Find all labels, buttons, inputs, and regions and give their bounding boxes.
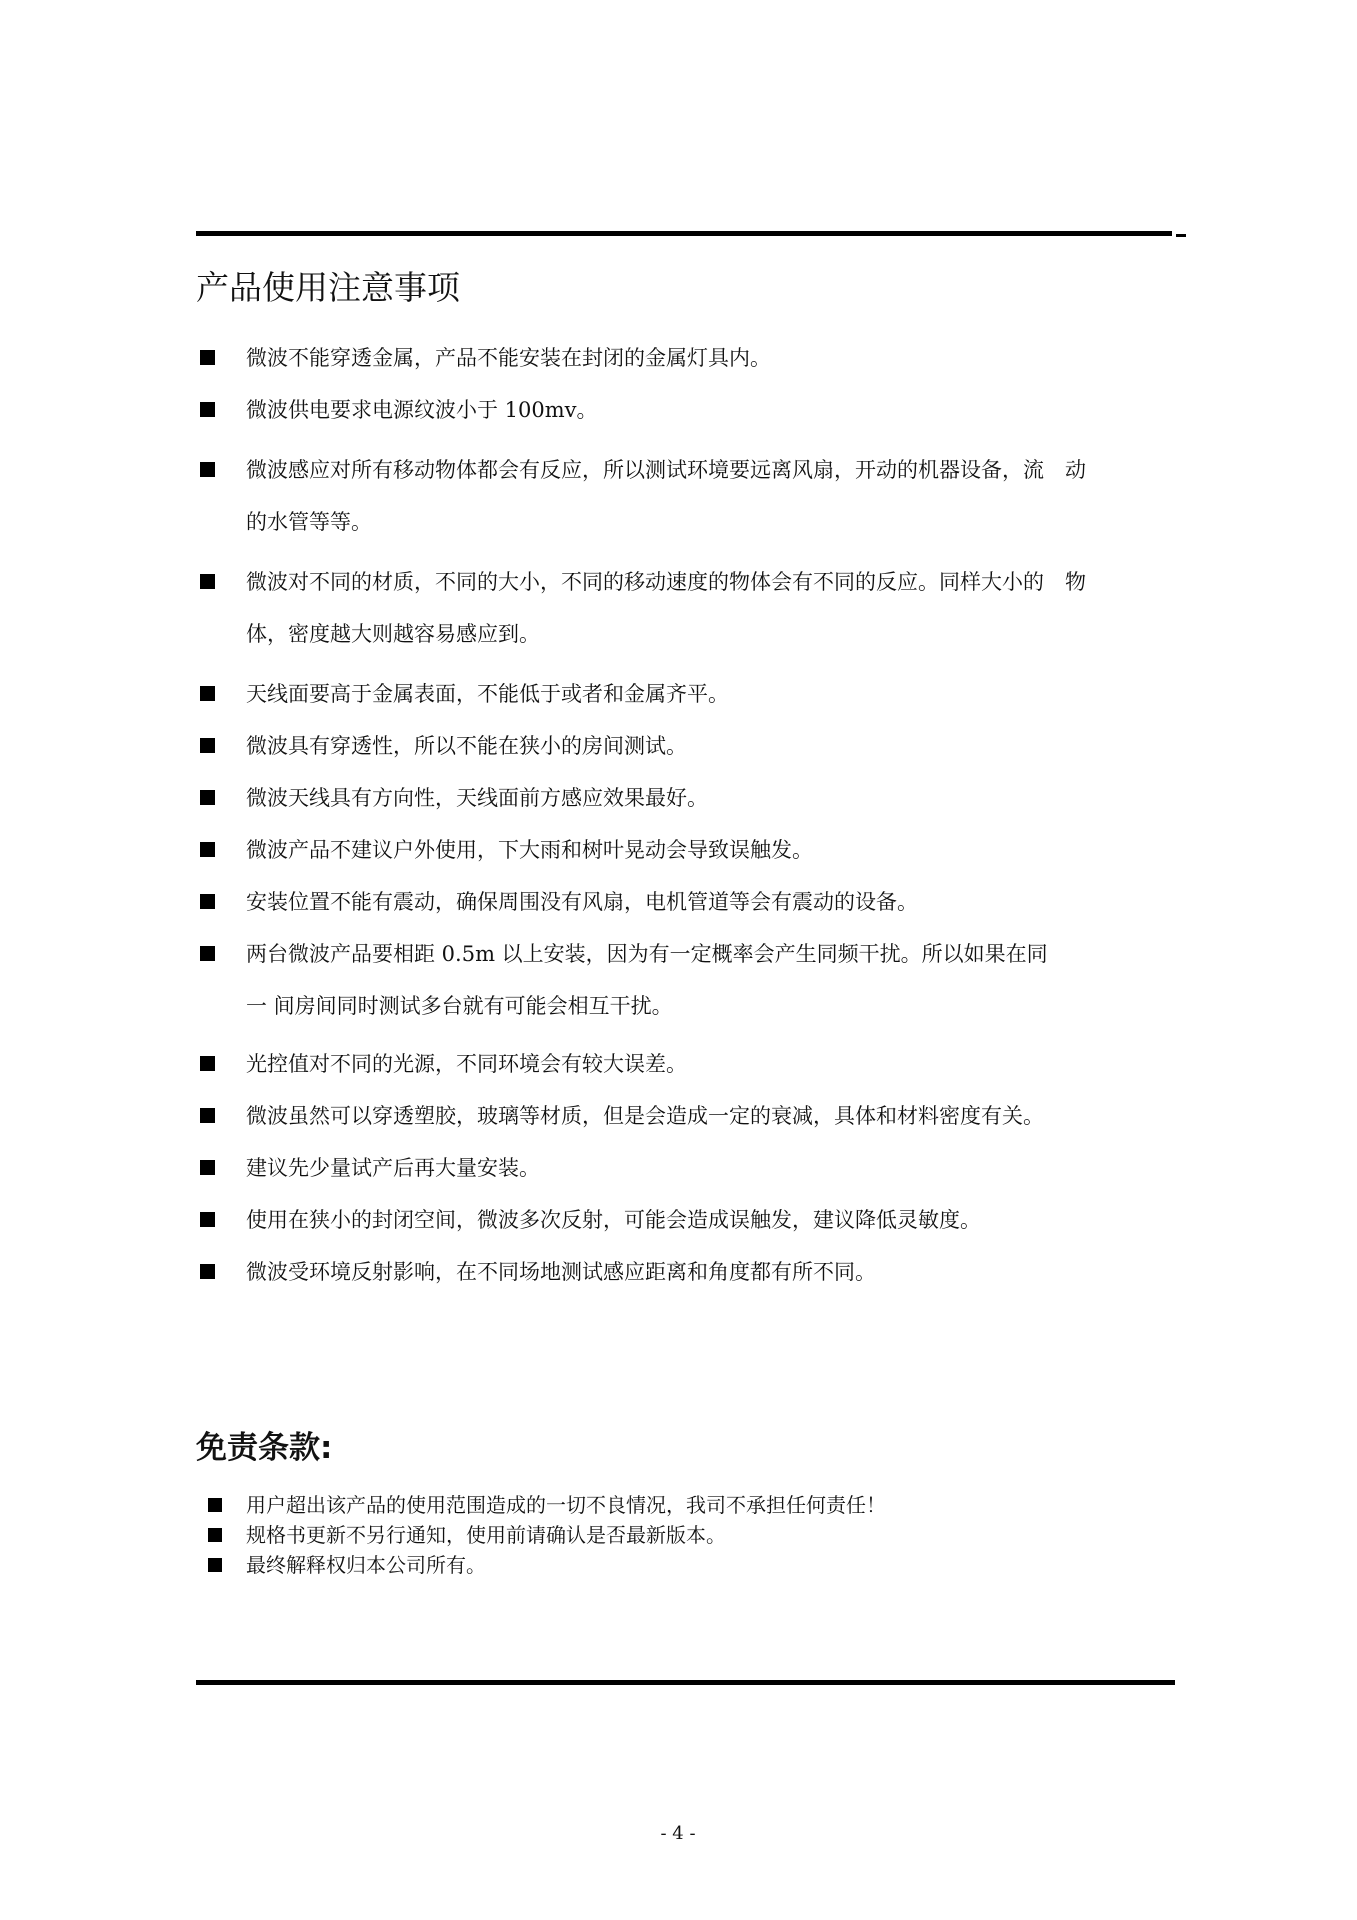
list-item: [196, 824, 1176, 876]
list-item-text: 微波受环境反射影响，在不同场地测试感应距离和角度都有所不同。: [246, 1260, 876, 1284]
list-item-text: 最终解释权归本公司所有。: [246, 1553, 486, 1577]
square-bullet-icon: [200, 1264, 215, 1279]
square-bullet-icon: [200, 1212, 215, 1227]
list-item: [206, 1520, 1166, 1550]
list-item: [196, 444, 1176, 548]
list-item-text: 两台微波产品要相距 0.5m 以上安装，因为有一定概率会产生同频干扰。所以如果在同: [246, 942, 1048, 966]
disclaimer-list: [206, 1490, 1166, 1580]
section-title: 产品使用注意事项: [196, 268, 460, 307]
list-item-text: 微波感应对所有移动物体都会有反应，所以测试环境要远离风扇，开动的机器设备，流 动: [246, 458, 1086, 482]
page-number: - 4 -: [660, 1823, 696, 1844]
square-bullet-icon: [200, 1056, 215, 1071]
square-bullet-icon: [208, 1498, 222, 1512]
list-item: [196, 720, 1176, 772]
list-item-text: 微波产品不建议户外使用，下大雨和树叶晃动会导致误触发。: [246, 838, 813, 862]
square-bullet-icon: [200, 946, 215, 961]
square-bullet-icon: [200, 574, 215, 589]
list-item: [196, 1194, 1176, 1246]
list-item-text: 微波对不同的材质，不同的大小，不同的移动速度的物体会有不同的反应。同样大小的 物: [246, 570, 1086, 594]
list-item-text: 微波天线具有方向性，天线面前方感应效果最好。: [246, 786, 708, 810]
list-item-text: 微波具有穿透性，所以不能在狭小的房间测试。: [246, 734, 687, 758]
square-bullet-icon: [200, 738, 215, 753]
list-item: [196, 384, 1176, 436]
square-bullet-icon: [200, 350, 215, 365]
list-item-text: 使用在狭小的封闭空间，微波多次反射，可能会造成误触发，建议降低灵敏度。: [246, 1208, 981, 1232]
square-bullet-icon: [200, 790, 215, 805]
square-bullet-icon: [200, 1160, 215, 1175]
list-item: [196, 772, 1176, 824]
list-item-text: 安装位置不能有震动，确保周围没有风扇，电机管道等会有震动的设备。: [246, 890, 918, 914]
precautions-list: [196, 332, 1176, 1298]
square-bullet-icon: [200, 462, 215, 477]
bottom-rule: [196, 1680, 1175, 1685]
list-item-text: 微波虽然可以穿透塑胶，玻璃等材质，但是会造成一定的衰减，具体和材料密度有关。: [246, 1104, 1044, 1128]
list-item: [196, 668, 1176, 720]
list-item: [196, 876, 1176, 928]
square-bullet-icon: [200, 842, 215, 857]
list-item-text-continued: 的水管等等。: [246, 510, 372, 534]
list-item-text: 建议先少量试产后再大量安装。: [246, 1156, 540, 1180]
list-item: [196, 1090, 1176, 1142]
square-bullet-icon: [208, 1528, 222, 1542]
list-item: [196, 332, 1176, 384]
disclaimer-title: 免责条款:: [196, 1430, 333, 1466]
list-item: [196, 928, 1176, 1032]
list-item-text: 微波供电要求电源纹波小于 100mv。: [246, 398, 598, 422]
top-rule: [196, 231, 1172, 236]
list-item-text-continued: 体，密度越大则越容易感应到。: [246, 622, 540, 646]
list-item: [196, 1038, 1176, 1090]
square-bullet-icon: [200, 894, 215, 909]
list-item-text: 规格书更新不另行通知，使用前请确认是否最新版本。: [246, 1523, 726, 1547]
square-bullet-icon: [200, 402, 215, 417]
list-item: [206, 1490, 1166, 1520]
list-item-text: 微波不能穿透金属，产品不能安装在封闭的金属灯具内。: [246, 346, 771, 370]
list-item-text: 天线面要高于金属表面，不能低于或者和金属齐平。: [246, 682, 729, 706]
list-item-text: 用户超出该产品的使用范围造成的一切不良情况，我司不承担任何责任！: [246, 1493, 886, 1517]
square-bullet-icon: [200, 1108, 215, 1123]
list-item: [196, 1142, 1176, 1194]
square-bullet-icon: [208, 1558, 222, 1572]
list-item: [206, 1550, 1166, 1580]
list-item-text-continued: 一 间房间同时测试多台就有可能会相互干扰。: [246, 994, 673, 1018]
list-item: [196, 556, 1176, 660]
list-item: [196, 1246, 1176, 1298]
top-rule-tail: [1176, 234, 1186, 237]
square-bullet-icon: [200, 686, 215, 701]
list-item-text: 光控值对不同的光源，不同环境会有较大误差。: [246, 1052, 687, 1076]
